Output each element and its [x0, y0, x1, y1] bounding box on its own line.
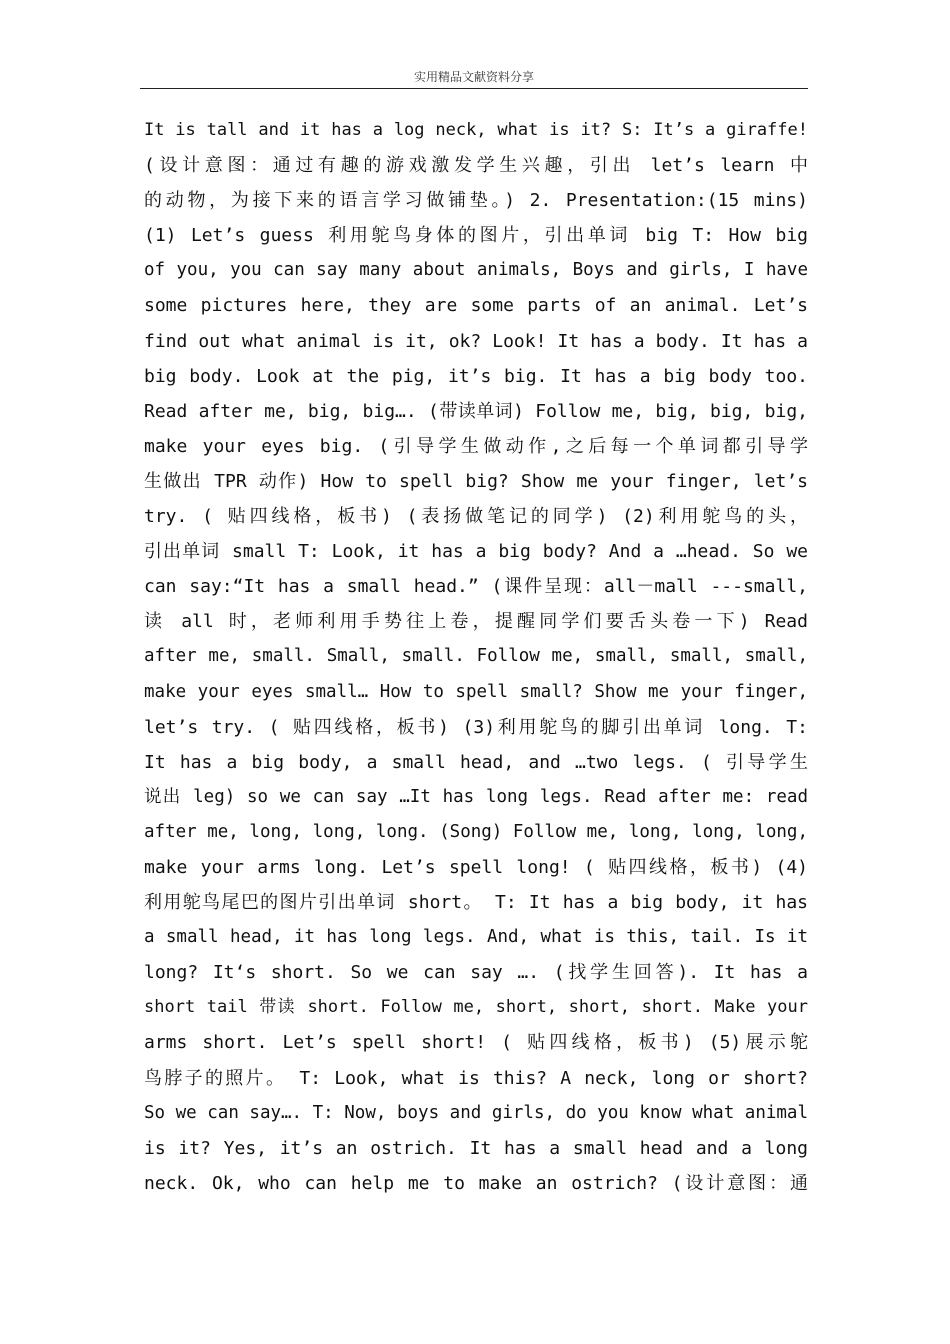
text-line: (设计意图：通过有趣的游戏激发学生兴趣，引出 let’s learn 中 — [144, 155, 808, 177]
text-line: make your eyes big. (引导学生做动作,之后每一个单词都引导学 — [144, 435, 808, 457]
text-line: a small head, it has long legs. And, what is this, tail. Is it — [144, 927, 808, 948]
text-line: try. ( 贴四线格，板书) (表扬做笔记的同学) (2)利用鸵鸟的头， — [144, 506, 808, 528]
text-line: some pictures here, they are some parts of an animal. Let’s — [144, 295, 808, 317]
text-line: 读 all 时，老师利用手势往上卷，提醒同学们要舌头卷一下) Read — [144, 611, 808, 633]
text-line: Read after me, big, big…. (带读单词) Follow me, big, big, big, — [144, 400, 808, 422]
text-line: after me, small. Small, small. Follow me, small, small, small, — [144, 646, 808, 667]
text-line: short tail 带读 short. Follow me, short, short, short. Make your — [144, 997, 808, 1018]
page-header: 实用精品文献资料分享 — [413, 70, 534, 84]
text-line: 说出 leg) so we can say …It has long legs. Read after me: read — [144, 786, 808, 807]
text-line: 生做出 TPR 动作) How to spell big? Show me your finger, let’s — [144, 470, 808, 492]
text-line: 鸟脖子的照片。 T: Look, what is this? A neck, long or short? — [144, 1067, 808, 1089]
text-line: 利用鸵鸟尾巴的图片引出单词 short。 T: It has a big body, it has — [144, 892, 808, 914]
text-line: neck. Ok, who can help me to make an ostrich? (设计意图：通 — [144, 1172, 808, 1194]
text-line: make your eyes small… How to spell small? Show me your finger, — [144, 681, 808, 702]
text-line: It has a big body, a small head, and …two legs. ( 引导学生 — [144, 751, 808, 773]
text-line: after me, long, long, long. (Song) Follow me, long, long, long, — [144, 821, 808, 842]
text-line: So we can say…. T: Now, boys and girls, do you know what animal — [144, 1102, 808, 1123]
text-line: arms short. Let’s spell short! ( 贴四线格，板书) (5)展示鸵 — [144, 1032, 808, 1054]
text-line: 的动物，为接下来的语言学习做铺垫。) 2. Presentation:(15 mins) — [144, 190, 808, 212]
text-line: It is tall and it has a log neck, what is it? S: It’s a giraffe! — [144, 120, 808, 140]
text-line: let’s try. ( 贴四线格，板书) (3)利用鸵鸟的脚引出单词 long. T: — [144, 716, 808, 738]
text-line: big body. Look at the pig, it’s big. It has a big body too. — [144, 365, 808, 387]
document-body — [144, 113, 808, 1201]
text-line: of you, you can say many about animals, Boys and girls, I have — [144, 260, 808, 281]
header-divider — [140, 88, 808, 89]
text-line: 引出单词 small T: Look, it has a big body? And a …head. So we — [144, 541, 808, 563]
text-line: is it? Yes, it’s an ostrich. It has a small head and a long — [144, 1137, 808, 1159]
text-line: can say:“It has a small head.” (课件呈现：all－mall ---small, — [144, 576, 808, 598]
text-line: make your arms long. Let’s spell long! ( 贴四线格，板书) (4) — [144, 856, 808, 878]
text-line: find out what animal is it, ok? Look! It has a body. It has a — [144, 330, 808, 352]
text-line: (1) Let’s guess 利用鸵鸟身体的图片，引出单词 big T: How big — [144, 225, 808, 247]
text-line: long? It‘s short. So we can say …. (找学生回答). It has a — [144, 962, 808, 984]
